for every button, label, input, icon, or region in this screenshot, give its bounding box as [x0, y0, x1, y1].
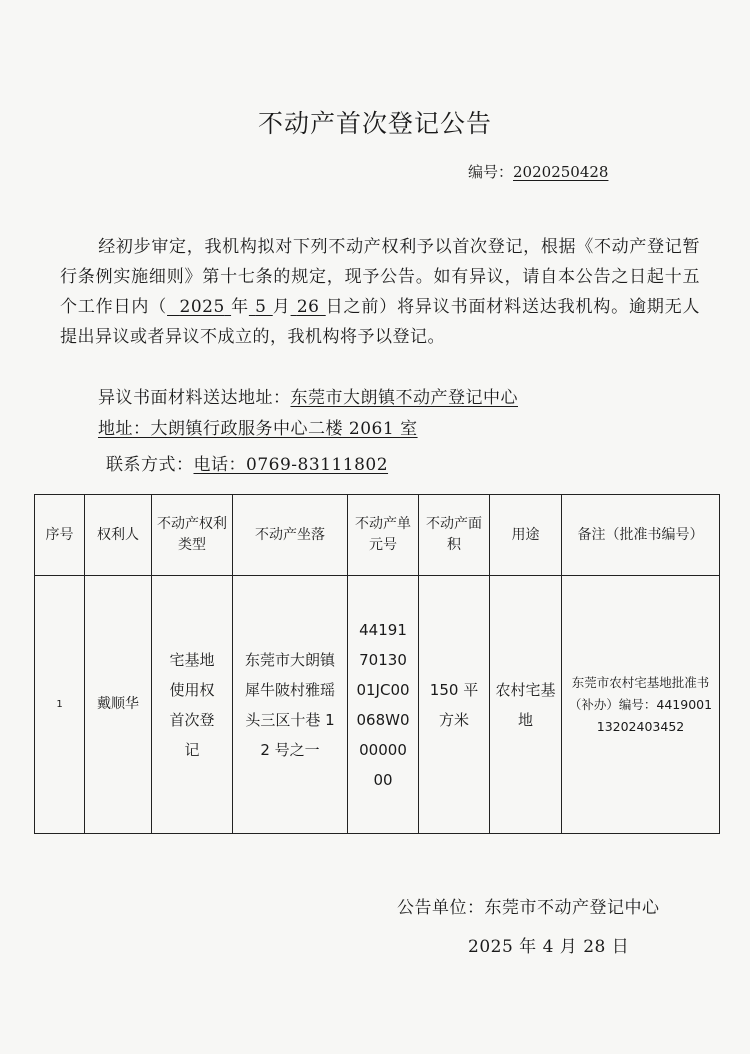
cell-holder: 戴顺华: [85, 576, 152, 834]
deadline-year: 2025: [179, 297, 225, 317]
notice-paragraph: [60, 232, 700, 352]
header-area: 不动产面积: [419, 495, 490, 576]
header-seq: 序号: [35, 495, 85, 576]
objection-address: [98, 383, 518, 408]
contact-phone: 电话：0769-83111802: [193, 455, 389, 475]
cell-note: 东莞市农村宅基地批准书（补办）编号：441900113202403452: [562, 576, 720, 834]
header-location: 不动产坐落: [233, 495, 348, 576]
header-right-type: 不动产权利类型: [152, 495, 233, 576]
objection-label: 异议书面材料送达地址：: [98, 388, 291, 408]
contact-label: 联系方式：: [106, 455, 194, 475]
registration-table: [34, 494, 720, 834]
cell-unit-no: 441917013001JC00068W00000000: [348, 576, 419, 834]
paragraph-text: 经初步审定，我机构拟对下列不动产权利予以首次登记，根据《不动产登记暂行条例实施细则》第十七条的规定，现予公告。如有异议，请自本公告之日起十五个工作日内（: [60, 237, 700, 317]
header-unit-no: 不动产单元号: [348, 495, 419, 576]
month-char: 月: [272, 297, 291, 317]
header-usage: 用途: [490, 495, 562, 576]
header-holder: 权利人: [85, 495, 152, 576]
year-char: 年: [231, 297, 249, 317]
page-title: 不动产首次登记公告: [257, 109, 492, 138]
objection-value: 东莞市大朗镇不动产登记中心: [290, 388, 518, 408]
cell-location: 东莞市大朗镇犀牛陂村雅瑶头三区十巷 12 号之一: [233, 576, 348, 834]
cell-seq: 1: [35, 576, 85, 834]
serial-number: [468, 161, 608, 182]
issuer-signature: 公告单位：东莞市不动产登记中心: [397, 898, 660, 918]
header-note: 备注（批准书编号）: [562, 495, 720, 576]
serial-label: 编号：: [468, 163, 514, 181]
office-address: 地址：大朗镇行政服务中心二楼 2061 室: [98, 419, 418, 439]
deadline-day: 26: [296, 297, 320, 317]
cell-usage: 农村宅基地: [490, 576, 562, 834]
table-header-row: [35, 495, 720, 576]
contact-info: [106, 450, 388, 475]
deadline-month: 5: [255, 297, 267, 317]
cell-area: 150 平方米: [419, 576, 490, 834]
cell-right-type: 宅基地使用权首次登记: [152, 576, 233, 834]
paragraph-end: 日之前）将异议书面材料送达我机构。逾期无人提出异议或者异议不成立的，我机构将予以登记。: [60, 297, 701, 347]
table-row: [35, 576, 720, 834]
issue-date: 2025 年 4 月 28 日: [468, 937, 630, 957]
serial-value: 2020250428: [513, 163, 609, 181]
